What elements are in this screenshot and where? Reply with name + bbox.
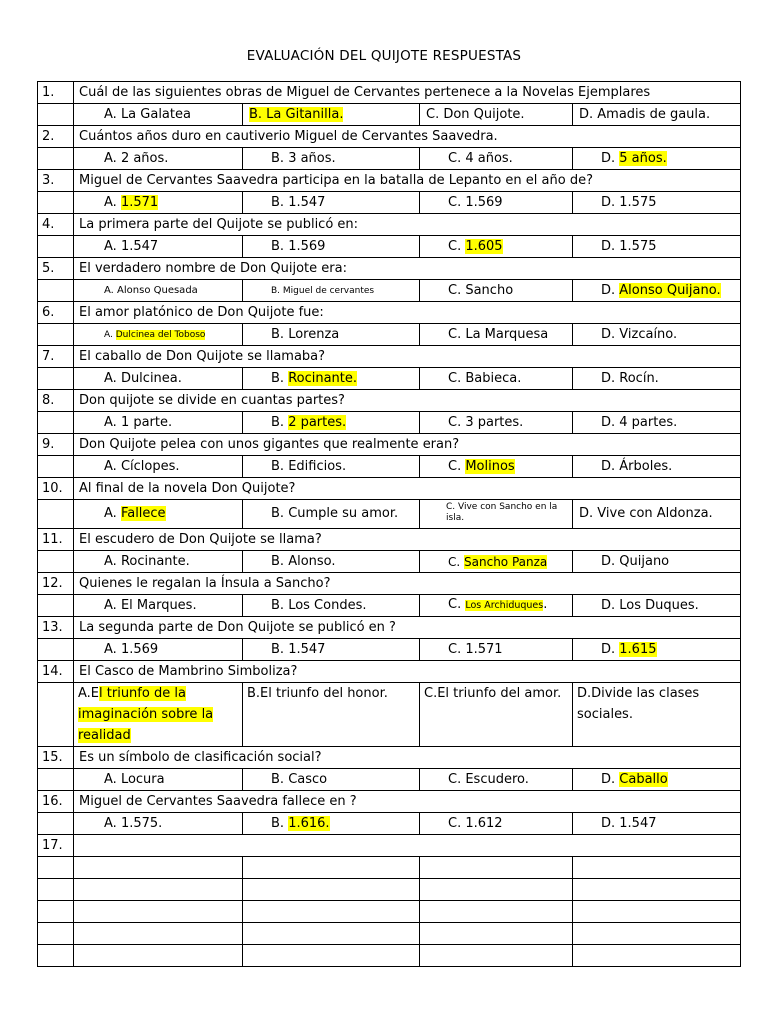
answer-row [38, 368, 741, 390]
option-a: A. Rocinante. [74, 551, 243, 573]
blank-row [38, 923, 741, 945]
answer-row [38, 236, 741, 258]
option-b: B. 1.547 [243, 192, 420, 214]
question-number: 7. [38, 346, 74, 368]
question-text: Don quijote se divide en cuantas partes? [74, 390, 741, 412]
question-number: 3. [38, 170, 74, 192]
question-number: 5. [38, 258, 74, 280]
question-number: 12. [38, 573, 74, 595]
option-b: B.El triunfo del honor. [243, 683, 420, 747]
option-a: A. El Marques. [74, 595, 243, 617]
option-c: C. Don Quijote. [420, 104, 573, 126]
option-a: A. 1 parte. [74, 412, 243, 434]
highlighted-answer: Molinos [465, 458, 515, 474]
question-number: 15. [38, 747, 74, 769]
option-a: A. 1.569 [74, 639, 243, 661]
quiz-table [37, 81, 741, 967]
option-c: C. Babieca. [420, 368, 573, 390]
option-b: B. Casco [243, 769, 420, 791]
option-d: D.Divide las clases sociales. [573, 683, 741, 747]
question-text: Al final de la novela Don Quijote? [74, 478, 741, 500]
question-number: 9. [38, 434, 74, 456]
highlighted-answer: Alonso Quijano. [619, 282, 721, 298]
answer-row [38, 148, 741, 170]
question-row [38, 302, 741, 324]
question-number: 17. [38, 835, 74, 857]
option-b: B. Rocinante. [243, 368, 420, 390]
highlighted-answer: Dulcinea del Toboso [115, 329, 206, 340]
option-a: A. 2 años. [74, 148, 243, 170]
question-text: El caballo de Don Quijote se llamaba? [74, 346, 741, 368]
question-row [38, 791, 741, 813]
question-text: Cuántos años duro en cautiverio Miguel de Cervantes Saavedra. [74, 126, 741, 148]
option-a: A. Locura [74, 769, 243, 791]
option-d: D. Vive con Aldonza. [573, 500, 741, 529]
highlighted-answer: l triunfo de la imaginación sobre la realidad [78, 686, 214, 743]
question-number: 4. [38, 214, 74, 236]
blank-row [38, 901, 741, 923]
answer-row [38, 595, 741, 617]
question-text: Cuál de las siguientes obras de Miguel de Cervantes pertenece a la Novelas Ejemplares [74, 82, 741, 104]
option-b: B. 3 años. [243, 148, 420, 170]
highlighted-answer: Caballo [619, 771, 668, 787]
question-number: 10. [38, 478, 74, 500]
option-d: D. 5 años. [573, 148, 741, 170]
question-row [38, 346, 741, 368]
question-text: La segunda parte de Don Quijote se publicó en ? [74, 617, 741, 639]
option-c: C. La Marquesa [420, 324, 573, 346]
answer-row [38, 412, 741, 434]
option-c: C. 1.605 [420, 236, 573, 258]
question-row [38, 529, 741, 551]
option-b: B. 1.616. [243, 813, 420, 835]
option-a: A. 1.571 [74, 192, 243, 214]
option-d: D. Amadis de gaula. [573, 104, 741, 126]
answer-row [38, 192, 741, 214]
highlighted-answer: 1.616. [288, 815, 330, 831]
question-text: La primera parte del Quijote se publicó en: [74, 214, 741, 236]
question-number: 14. [38, 661, 74, 683]
question-row [38, 835, 741, 857]
highlighted-answer: 1.605 [465, 238, 503, 254]
option-a: A. Dulcinea. [74, 368, 243, 390]
question-number: 2. [38, 126, 74, 148]
option-c: C. Molinos [420, 456, 573, 478]
option-c: C.El triunfo del amor. [420, 683, 573, 747]
highlighted-answer: 1.615 [619, 641, 657, 657]
question-text: Es un símbolo de clasificación social? [74, 747, 741, 769]
option-b [243, 104, 420, 126]
option-c: C. 1.569 [420, 192, 573, 214]
answer-row [38, 551, 741, 573]
option-b: B. Edificios. [243, 456, 420, 478]
answer-row [38, 813, 741, 835]
option-d: D. 1.615 [573, 639, 741, 661]
blank-row [38, 879, 741, 901]
question-number: 11. [38, 529, 74, 551]
page-title: EVALUACIÓN DEL QUIJOTE RESPUESTAS [246, 48, 522, 64]
highlighted-answer: 5 años. [619, 150, 667, 166]
option-b: B. Los Condes. [243, 595, 420, 617]
option-a: A. La Galatea [74, 104, 243, 126]
blank-row [38, 857, 741, 879]
answer-row [38, 769, 741, 791]
question-row [38, 661, 741, 683]
highlighted-answer: Fallece [120, 506, 166, 521]
question-row [38, 434, 741, 456]
question-row [38, 258, 741, 280]
option-c: C. Sancho [420, 280, 573, 302]
answer-row [38, 500, 741, 529]
option-a: A.El triunfo de la imaginación sobre la realidad [74, 683, 243, 747]
question-text: Don Quijote pelea con unos gigantes que realmente eran? [74, 434, 741, 456]
highlighted-answer: Rocinante. [288, 370, 358, 386]
question-text: El amor platónico de Don Quijote fue: [74, 302, 741, 324]
option-d: D. Vizcaíno. [573, 324, 741, 346]
question-text: Quienes le regalan la Ínsula a Sancho? [74, 573, 741, 595]
option-d: D. 1.547 [573, 813, 741, 835]
question-text: El Casco de Mambrino Simboliza? [74, 661, 741, 683]
answer-row [38, 280, 741, 302]
question-row [38, 170, 741, 192]
question-number: 8. [38, 390, 74, 412]
option-b: B. 1.547 [243, 639, 420, 661]
highlighted-answer: 2 partes. [288, 414, 347, 430]
option-a: A. Dulcinea del Toboso [74, 324, 243, 346]
option-d: D. Árboles. [573, 456, 741, 478]
question-row [38, 747, 741, 769]
question-row [38, 617, 741, 639]
answer-row [38, 324, 741, 346]
option-c: C. 4 años. [420, 148, 573, 170]
option-d: D. 1.575 [573, 192, 741, 214]
option-a: A. Alonso Quesada [74, 280, 243, 302]
option-c: C. 1.571 [420, 639, 573, 661]
option-c: C. Los Archiduques. [420, 595, 573, 617]
question-row [38, 390, 741, 412]
question-number: 13. [38, 617, 74, 639]
option-d: D. 1.575 [573, 236, 741, 258]
option-b: B. Cumple su amor. [243, 500, 420, 529]
answer-row [38, 639, 741, 661]
highlighted-answer: B. La Gitanilla. [249, 106, 344, 122]
question-row [38, 478, 741, 500]
option-c: C. Vive con Sancho en la isla. [420, 500, 573, 529]
question-text: Miguel de Cervantes Saavedra participa en la batalla de Lepanto en el año de? [74, 170, 741, 192]
option-c: C. 1.612 [420, 813, 573, 835]
option-d: D. 4 partes. [573, 412, 741, 434]
option-b: B. 1.569 [243, 236, 420, 258]
answer-row [38, 456, 741, 478]
option-b: B. Miguel de cervantes [243, 280, 420, 302]
option-d: D. Alonso Quijano. [573, 280, 741, 302]
question-row [38, 126, 741, 148]
answer-row [38, 683, 741, 747]
highlighted-answer: 1.571 [120, 194, 159, 210]
option-d: D. Los Duques. [573, 595, 741, 617]
answer-row [38, 104, 741, 126]
option-d: D. Quijano [573, 551, 741, 573]
option-b: B. Alonso. [243, 551, 420, 573]
question-row [38, 214, 741, 236]
question-number: 1. [38, 82, 74, 104]
option-a: A. Cíclopes. [74, 456, 243, 478]
question-row [38, 573, 741, 595]
question-text: Miguel de Cervantes Saavedra fallece en ? [74, 791, 741, 813]
highlighted-answer: Los Archiduques [465, 600, 544, 611]
question-number: 16. [38, 791, 74, 813]
question-number: 6. [38, 302, 74, 324]
option-d: D. Rocín. [573, 368, 741, 390]
option-d: D. Caballo [573, 769, 741, 791]
question-row [38, 82, 741, 104]
option-a: A. Fallece [74, 500, 243, 529]
question-text [74, 835, 741, 857]
option-b: B. Lorenza [243, 324, 420, 346]
question-text: El verdadero nombre de Don Quijote era: [74, 258, 741, 280]
option-a: A. 1.575. [74, 813, 243, 835]
blank-row [38, 945, 741, 967]
question-text: El escudero de Don Quijote se llama? [74, 529, 741, 551]
option-c: C. 3 partes. [420, 412, 573, 434]
highlighted-answer: Sancho Panza [464, 554, 548, 569]
option-b: B. 2 partes. [243, 412, 420, 434]
option-c: C. Escudero. [420, 769, 573, 791]
option-c: C. Sancho Panza [420, 551, 573, 573]
option-a: A. 1.547 [74, 236, 243, 258]
